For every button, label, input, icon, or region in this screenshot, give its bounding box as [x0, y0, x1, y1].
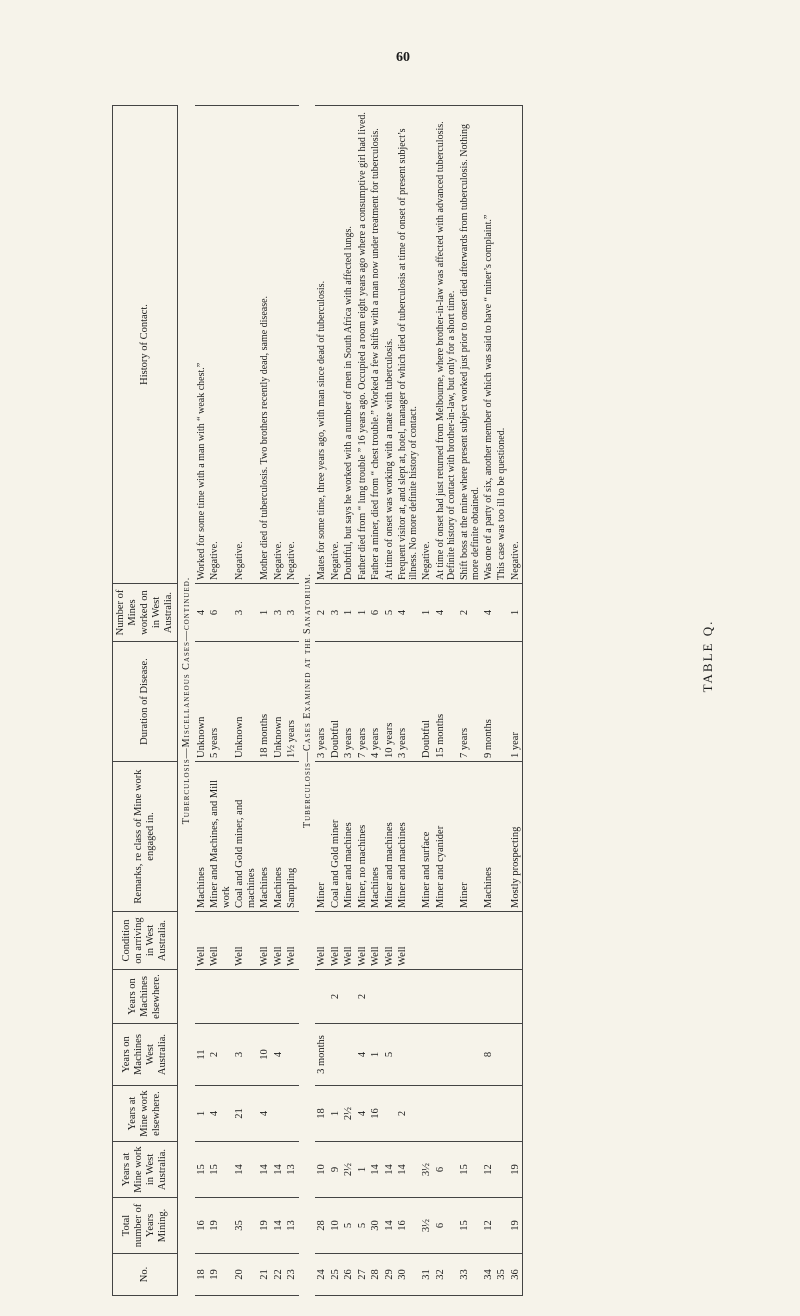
row-remarks: Miner and machines	[383, 762, 397, 912]
row-mine-wa: 14	[272, 1142, 286, 1198]
row-history: Mates for some time, three years ago, with man since dead of tuberculosis.	[315, 106, 329, 584]
row-history: At time of onset was working with a mate with tuberculosis.	[383, 106, 397, 584]
row-mine-elsewhere: 4	[208, 1086, 233, 1142]
row-machines-elsewhere	[272, 970, 286, 1024]
table-body	[178, 106, 523, 1296]
row-machines-elsewhere	[458, 970, 482, 1024]
row-mine-wa: 2½	[342, 1142, 356, 1198]
row-mine-elsewhere	[383, 1086, 397, 1142]
row-total-years: 13	[285, 1198, 299, 1254]
row-history: Negative.	[420, 106, 434, 584]
page-number: 60	[396, 50, 410, 65]
row-remarks: Miner and machines	[342, 762, 356, 912]
row-total-years: 19	[509, 1198, 523, 1254]
row-remarks: Sampling	[285, 762, 299, 912]
row-machines-elsewhere: 2	[329, 970, 343, 1024]
row-mine-wa: 15	[208, 1142, 233, 1198]
row-history: Negative.	[272, 106, 286, 584]
row-history: At time of onset had just returned from Melbourne, where brother-in-law was affected with advanced tuberculosis. Definite history of contact with brother-in-law, but only for a short time.	[434, 106, 458, 584]
row-total-years: 16	[396, 1198, 420, 1254]
row-duration: 7 years	[356, 642, 370, 762]
header-total-years: Total number of Years Mining.	[113, 1198, 178, 1254]
row-remarks: Miner and Machines, and Mill work	[208, 762, 233, 912]
row-mine-elsewhere: 1	[329, 1086, 343, 1142]
row-history: Negative.	[509, 106, 523, 584]
row-machines-elsewhere	[208, 970, 233, 1024]
header-machines-wa: Years on Machines West Australia.	[113, 1024, 178, 1086]
row-duration: Unknown	[195, 642, 209, 762]
row-total-years: 14	[383, 1198, 397, 1254]
row-machines-elsewhere	[420, 970, 434, 1024]
row-no: 29	[383, 1254, 397, 1296]
row-history: Negative.	[329, 106, 343, 584]
row-remarks: Machines	[482, 762, 496, 912]
row-total-years: 5	[356, 1198, 370, 1254]
row-machines-elsewhere	[495, 970, 509, 1024]
table-row	[233, 106, 258, 1296]
row-condition: Well	[195, 912, 209, 970]
row-mine-elsewhere: 18	[315, 1086, 329, 1142]
row-mine-wa: 14	[396, 1142, 420, 1198]
row-remarks: Miner and cyanider	[434, 762, 458, 912]
table-row	[434, 106, 458, 1296]
row-no: 21	[258, 1254, 272, 1296]
row-machines-wa: 5	[383, 1024, 397, 1086]
row-mine-elsewhere	[272, 1086, 286, 1142]
row-machines-wa: 11	[195, 1024, 209, 1086]
row-duration: 9 months	[482, 642, 496, 762]
row-total-years: 19	[258, 1198, 272, 1254]
row-no: 19	[208, 1254, 233, 1296]
row-condition: Well	[356, 912, 370, 970]
row-mines	[495, 584, 509, 642]
row-mine-wa: 12	[482, 1142, 496, 1198]
row-remarks: Machines	[258, 762, 272, 912]
row-duration: 3 years	[315, 642, 329, 762]
row-condition	[482, 912, 496, 970]
section-title	[178, 106, 195, 1296]
row-mines: 3	[272, 584, 286, 642]
row-machines-elsewhere	[509, 970, 523, 1024]
header-no: No.	[113, 1254, 178, 1296]
header-history: History of Contact.	[113, 106, 178, 584]
row-condition: Well	[233, 912, 258, 970]
row-no: 32	[434, 1254, 458, 1296]
row-mine-wa	[495, 1142, 509, 1198]
row-mines: 3	[233, 584, 258, 642]
table-row	[329, 106, 343, 1296]
row-duration	[495, 642, 509, 762]
table-row	[383, 106, 397, 1296]
row-mine-wa: 1	[356, 1142, 370, 1198]
row-machines-wa: 3	[233, 1024, 258, 1086]
row-no: 25	[329, 1254, 343, 1296]
row-mine-wa: 14	[233, 1142, 258, 1198]
row-no: 23	[285, 1254, 299, 1296]
row-no: 36	[509, 1254, 523, 1296]
row-condition	[458, 912, 482, 970]
row-total-years: 10	[329, 1198, 343, 1254]
row-duration: 1 year	[509, 642, 523, 762]
row-machines-elsewhere	[342, 970, 356, 1024]
header-mine-elsewhere: Years at Mine work elsewhere.	[113, 1086, 178, 1142]
row-mine-elsewhere	[434, 1086, 458, 1142]
section-title-text: Tuberculosis—Miscellaneous Cases—continued.	[181, 576, 192, 825]
row-remarks: Machines	[195, 762, 209, 912]
row-machines-wa	[329, 1024, 343, 1086]
row-remarks: Coal and Gold miner	[329, 762, 343, 912]
section-row-sanatorium	[299, 106, 316, 1296]
row-no: 22	[272, 1254, 286, 1296]
row-no: 27	[356, 1254, 370, 1296]
row-total-years: 28	[315, 1198, 329, 1254]
table-row	[342, 106, 356, 1296]
row-duration: 10 years	[383, 642, 397, 762]
row-machines-wa	[420, 1024, 434, 1086]
row-condition: Well	[272, 912, 286, 970]
row-remarks: Coal and Gold miner, and machines	[233, 762, 258, 912]
row-duration: Doubtful	[420, 642, 434, 762]
row-remarks	[495, 762, 509, 912]
row-machines-wa: 1	[369, 1024, 383, 1086]
row-mine-wa: 3½	[420, 1142, 434, 1198]
row-mine-wa: 14	[369, 1142, 383, 1198]
row-duration: Doubtful	[329, 642, 343, 762]
row-total-years: 15	[458, 1198, 482, 1254]
row-history: Negative.	[208, 106, 233, 584]
row-mines: 2	[458, 584, 482, 642]
row-duration: 3 years	[342, 642, 356, 762]
row-condition	[420, 912, 434, 970]
row-mine-wa: 19	[509, 1142, 523, 1198]
row-total-years	[495, 1198, 509, 1254]
row-mine-wa: 9	[329, 1142, 343, 1198]
row-total-years: 30	[369, 1198, 383, 1254]
table-row	[482, 106, 496, 1296]
row-history: Negative.	[233, 106, 258, 584]
row-remarks: Miner	[315, 762, 329, 912]
table-row	[509, 106, 523, 1296]
row-machines-wa: 2	[208, 1024, 233, 1086]
row-condition	[509, 912, 523, 970]
row-no: 26	[342, 1254, 356, 1296]
section-title	[299, 106, 316, 1296]
row-machines-elsewhere	[233, 970, 258, 1024]
header-row	[113, 106, 178, 1296]
row-machines-wa	[458, 1024, 482, 1086]
row-condition: Well	[208, 912, 233, 970]
row-history: Frequent visitor at, and slept at, hotel, manager of which died of tuberculosis at time of onset of present subject’s illness. No more definite history of contact.	[396, 106, 420, 584]
row-mine-elsewhere	[495, 1086, 509, 1142]
row-total-years: 12	[482, 1198, 496, 1254]
row-mine-wa: 15	[458, 1142, 482, 1198]
row-total-years: 16	[195, 1198, 209, 1254]
row-machines-elsewhere	[315, 970, 329, 1024]
row-history: Doubtful, but says he worked with a number of men in South Africa with affected lungs.	[342, 106, 356, 584]
row-remarks: Miner and machines	[396, 762, 420, 912]
row-remarks: Mostly prospecting	[509, 762, 523, 912]
row-machines-elsewhere	[396, 970, 420, 1024]
row-duration: 3 years	[396, 642, 420, 762]
row-duration: 7 years	[458, 642, 482, 762]
row-mines: 5	[383, 584, 397, 642]
row-mines: 2	[315, 584, 329, 642]
row-machines-wa	[396, 1024, 420, 1086]
row-mine-elsewhere	[420, 1086, 434, 1142]
row-no: 31	[420, 1254, 434, 1296]
row-machines-wa: 3 months	[315, 1024, 329, 1086]
table-title: TABLE Q.	[700, 619, 715, 693]
row-total-years: 3½	[420, 1198, 434, 1254]
row-total-years: 35	[233, 1198, 258, 1254]
row-machines-elsewhere	[369, 970, 383, 1024]
header-machines-elsewhere: Years on Machines elsewhere.	[113, 970, 178, 1024]
row-machines-elsewhere	[285, 970, 299, 1024]
row-total-years: 19	[208, 1198, 233, 1254]
row-condition: Well	[396, 912, 420, 970]
header-duration: Duration of Disease.	[113, 642, 178, 762]
row-total-years: 6	[434, 1198, 458, 1254]
row-duration: Unknown	[272, 642, 286, 762]
row-mine-elsewhere: 4	[356, 1086, 370, 1142]
row-machines-elsewhere: 2	[356, 970, 370, 1024]
row-machines-wa	[509, 1024, 523, 1086]
row-remarks: Miner	[458, 762, 482, 912]
row-mine-wa: 10	[315, 1142, 329, 1198]
table-row	[420, 106, 434, 1296]
row-machines-wa: 10	[258, 1024, 272, 1086]
row-mine-wa: 15	[195, 1142, 209, 1198]
table-row	[356, 106, 370, 1296]
row-remarks: Machines	[369, 762, 383, 912]
header-mine-wa: Years at Mine work in West Australia.	[113, 1142, 178, 1198]
row-mine-elsewhere: 16	[369, 1086, 383, 1142]
data-table	[112, 105, 523, 1296]
row-duration: 1½ years	[285, 642, 299, 762]
row-history: Father died from “ lung trouble ” 16 years ago. Occupied a room eight years ago where a consumptive girl had lived.	[356, 106, 370, 584]
row-history: Father a miner, died from “ chest trouble.” Worked a few shifts with a man now under treatment for tuberculosis.	[369, 106, 383, 584]
row-mine-elsewhere	[285, 1086, 299, 1142]
row-mines: 4	[482, 584, 496, 642]
row-duration: 4 years	[369, 642, 383, 762]
table-row	[258, 106, 272, 1296]
table-row	[458, 106, 482, 1296]
row-mine-elsewhere: 4	[258, 1086, 272, 1142]
row-remarks: Miner, no machines	[356, 762, 370, 912]
row-machines-wa: 4	[272, 1024, 286, 1086]
row-history: Shift boss at the mine where present subject worked just prior to onset died afterwards from tuberculosis. Nothing more definite obtained.	[458, 106, 482, 584]
row-history: Negative.	[285, 106, 299, 584]
row-mines: 1	[342, 584, 356, 642]
row-condition: Well	[315, 912, 329, 970]
row-mine-elsewhere	[482, 1086, 496, 1142]
row-mines: 1	[356, 584, 370, 642]
row-mines: 3	[329, 584, 343, 642]
row-history: Was one of a party of six, another member of which was said to have “ miner’s complaint.”	[482, 106, 496, 584]
row-mine-elsewhere	[458, 1086, 482, 1142]
row-mines: 1	[509, 584, 523, 642]
row-mine-wa: 14	[383, 1142, 397, 1198]
header-condition: Condition on arriving in West Australia.	[113, 912, 178, 970]
row-mines: 1	[258, 584, 272, 642]
row-duration: 18 months	[258, 642, 272, 762]
row-mines: 3	[285, 584, 299, 642]
row-mine-wa: 13	[285, 1142, 299, 1198]
row-machines-wa	[285, 1024, 299, 1086]
table-row	[272, 106, 286, 1296]
row-no: 18	[195, 1254, 209, 1296]
row-mine-elsewhere: 1	[195, 1086, 209, 1142]
section-title-text: Tuberculosis—Cases Examined at the Sanatorium.	[301, 573, 313, 828]
row-machines-wa	[342, 1024, 356, 1086]
row-machines-wa: 8	[482, 1024, 496, 1086]
row-no: 34	[482, 1254, 496, 1296]
row-remarks: Machines	[272, 762, 286, 912]
row-mine-elsewhere	[509, 1086, 523, 1142]
row-no: 30	[396, 1254, 420, 1296]
row-mine-elsewhere: 2	[396, 1086, 420, 1142]
table-row	[315, 106, 329, 1296]
row-remarks: Miner and surface	[420, 762, 434, 912]
row-condition: Well	[342, 912, 356, 970]
section-row-misc	[178, 106, 195, 1296]
table-row	[195, 106, 209, 1296]
row-no: 35	[495, 1254, 509, 1296]
row-no: 24	[315, 1254, 329, 1296]
row-machines-elsewhere	[482, 970, 496, 1024]
row-machines-elsewhere	[383, 970, 397, 1024]
row-machines-elsewhere	[434, 970, 458, 1024]
header-remarks: Remarks, re class of Mine work engaged in.	[113, 762, 178, 912]
row-machines-wa: 4	[356, 1024, 370, 1086]
row-mines: 4	[396, 584, 420, 642]
row-mines: 4	[195, 584, 209, 642]
row-duration: Unknown	[233, 642, 258, 762]
row-condition: Well	[285, 912, 299, 970]
row-condition: Well	[258, 912, 272, 970]
row-mine-elsewhere: 21	[233, 1086, 258, 1142]
row-mine-elsewhere: 2½	[342, 1086, 356, 1142]
row-total-years: 5	[342, 1198, 356, 1254]
row-no: 20	[233, 1254, 258, 1296]
table-row	[495, 106, 509, 1296]
row-mines: 6	[208, 584, 233, 642]
row-mines: 6	[369, 584, 383, 642]
table-row	[285, 106, 299, 1296]
row-history: Mother died of tuberculosis. Two brothers recently dead, same disease.	[258, 106, 272, 584]
row-condition: Well	[369, 912, 383, 970]
row-condition	[434, 912, 458, 970]
row-duration: 5 years	[208, 642, 233, 762]
row-mine-wa: 6	[434, 1142, 458, 1198]
row-machines-wa	[434, 1024, 458, 1086]
row-no: 28	[369, 1254, 383, 1296]
row-duration: 15 months	[434, 642, 458, 762]
table-row	[396, 106, 420, 1296]
row-machines-elsewhere	[258, 970, 272, 1024]
header-mines: Number of Mines worked on in West Australia.	[113, 584, 178, 642]
row-machines-wa	[495, 1024, 509, 1086]
row-no: 33	[458, 1254, 482, 1296]
table-row	[369, 106, 383, 1296]
row-condition	[495, 912, 509, 970]
row-mines: 1	[420, 584, 434, 642]
table-row	[208, 106, 233, 1296]
row-total-years: 14	[272, 1198, 286, 1254]
row-machines-elsewhere	[195, 970, 209, 1024]
row-mine-wa: 14	[258, 1142, 272, 1198]
row-condition: Well	[329, 912, 343, 970]
row-mines: 4	[434, 584, 458, 642]
row-condition: Well	[383, 912, 397, 970]
row-history: Worked for some time with a man with “ weak chest.”	[195, 106, 209, 584]
row-history: This case was too ill to be questioned.	[495, 106, 509, 584]
